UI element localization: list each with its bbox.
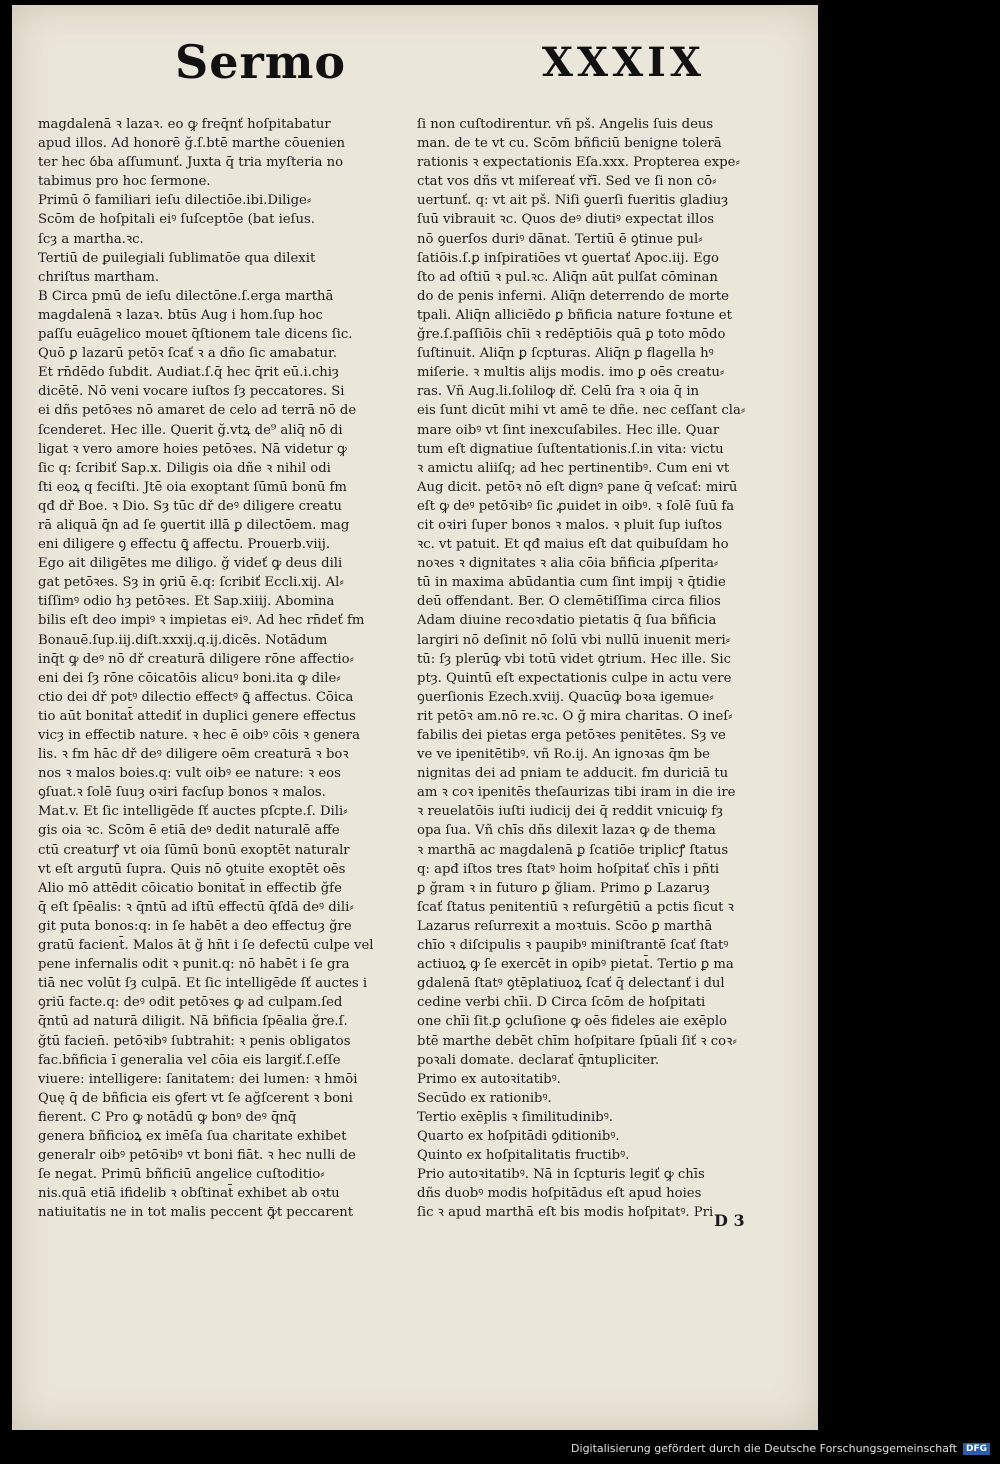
text-line: tiſſimꝰ odio hȝ petōꝛes. Et Sap.xiiij. Abomina [38,594,335,610]
text-line: tū in maxima abūdantia cum ſint impij ꝛ q̄tidie [417,575,726,591]
text-line: Scōm de hoſpitali eiꝰ ſuſceptōe (bat ieſus. [38,212,315,228]
text-line: dicētē. Nō veni vocare iuſtos ſȝ peccatores. Si [38,384,345,400]
text-line: paſſu euāgelico mouet q̄ſtionem tale dicens ſic. [38,327,353,343]
text-line: btē marthe debēt chīm hoſpitare ſpūali ſiť ꝛ coꝛ⸗ [417,1033,737,1049]
text-line: ꝯſuat.ꝛ ſolē ſuuȝ oꝛiri facſup bonos ꝛ malos. [38,785,326,801]
text-line: cit oꝛiri ſuper bonos ꝛ malos. ꝛ pluit ſup iuſtos [417,517,723,533]
text-line: noꝛes ꝛ dignitates ꝛ alia cōia bñficia ꝓſperita⸗ [417,556,719,572]
text-line: ꝛ reuelatōis iuſti iudicij dei q̄ reddit vnicuiꝙ fȝ [417,804,724,820]
text-line: ſcať ſtatus penitentiū ꝛ reſurgētiū a pctis ſicut ꝛ [417,899,734,915]
text-line: dñs duobꝰ modis hoſpitādus eſt apud hoies [417,1186,702,1202]
text-line: ctū creaturꝭ vt oia ſūmū bonū exoptēt naturalr [38,842,350,858]
text-line: gdalenā ſtatꝰ ꝯtēplatiuoꝝ ſcať q̄ delectanť i dul [417,976,725,992]
text-line: ſe negat. Primū bñficiū angelice cuſtoditio⸗ [38,1167,325,1183]
running-title-right: XXXIX [542,39,705,86]
text-line: Aug dicit. petōꝛ nō eſt dignꝰ pane q̄ veſcať: mirū [417,479,738,495]
text-line: git puta bonos:q: in ſe habēt a deo effectuȝ ğre [38,918,352,934]
text-line: nō ꝯuerſos duriꝰ dānat. Tertiū ē ꝯtinue pul⸗ [417,231,703,247]
text-line: ſti eoꝝ q feciſti. Jtē oia exoptant ſūmū bonū fm [38,479,347,495]
text-line: q: apđ iſtos tres ſtatꝰ hoim hoſpitať chīs i pñti [417,861,720,877]
text-line: tio aūt bonitat̄ attediť in duplici genere effectus [38,708,356,724]
text-line: Lazarus reſurrexit a moꝛtuis. Scōo ꝑ marthā [417,918,713,934]
text-line: ctio dei dř potꝰ dilectio effectꝰ ꝗ̄ affectus. Cōica [38,689,354,705]
text-line: ter hec ỽba aſſumunť. Juxta q̄ tria myſteria no [38,155,344,171]
signature-mark: D 3 [714,1211,745,1230]
text-line: natiuitatis ne in tot malis peccent ꝙ̄t peccarent [38,1205,354,1221]
text-line: ꝯriū facte.q: deꝰ odit petōꝛes ꝙ ad culpam.ſed [38,995,343,1011]
text-line: Primū ō familiari ieſu dilectiōe.ibi.Dilige⸗ [38,193,312,209]
text-line: Bonauē.ſup.iij.diſt.xxxij.q.ij.dicēs. Notādum [38,632,328,648]
text-line: ſic ꝛ apud marthā eſt bis modis hoſpitatꝰ. Pri [417,1205,714,1221]
text-line: ſic q: ſcribiť Sap.x. Diligis oia dñe ꝛ nihil odi [38,460,331,476]
text-line: ligat ꝛ vero amore hoies petōꝛes. Nā videtur ꝙ [38,441,347,457]
text-line: ğtū facien̄. petōꝛibꝰ ſubtrahit: ꝛ penis obligatos [38,1033,351,1049]
text-line: lis. ꝛ fm hāc dř deꝰ diligere oēm creaturā ꝛ boꝛ [38,747,349,763]
text-line: Primo ex autoꝛitatibꝰ. [417,1071,561,1087]
text-line: mare oibꝰ vt ſint inexcuſabiles. Hec ille. Quar [417,422,720,438]
funding-notice: Digitalisierung gefördert durch die Deutsche Forschungsgemeinschaft [571,1442,957,1455]
text-line: fac.bñficia ı̄ generalia vel cōia eis largiť.ſ.eſſe [38,1052,341,1068]
text-line: Prio autoꝛitatibꝰ. Nā in ſcpturis legiť ꝙ chīs [417,1167,705,1183]
text-line: tū: ſȝ plerūꝙ vbi totū videt ꝯtrium. Hec ille. Sic [417,651,731,667]
text-line: viuere: intelligere: ſanitatem: dei lumen: ꝛ hmōi [38,1071,358,1087]
text-line: ꝛ amictu aliiſq; ad hec pertinentibꝰ. Cum eni vt [417,460,730,476]
text-line: Quinto ex hoſpitalitatis fructibꝰ. [417,1148,630,1164]
text-line: uertunť. q: vt ait pš. Niſi ꝯuerſi fueritis gladiuȝ [417,193,729,209]
text-line: rā aliquā q̄n ad ſe ꝯuertit illā ꝑ dilectōem. mag [38,517,350,533]
text-line: am ꝛ coꝛ ipenitēs theſaurizas tibi iram in die ire [417,785,736,801]
text-line: pene infernalis odit ꝛ punit.q: nō habēt i ſe gra [38,957,350,973]
text-line: ſto ad oſtiū ꝛ pul.ꝛc. Aliq̄n aūt pulſat cōminan [417,269,718,285]
text-line: Alio mō attēdit cōicatio bonitat̄ in effectib ğfe [38,880,342,896]
text-line: q̄ eſt ſpēalis: ꝛ q̄ntū ad iſtū effectū q̄ſdā deꝰ dili⸗ [38,899,354,915]
text-line: opa ſua. Vñ chīs dñs dilexit lazaꝛ ꝙ de thema [417,823,716,839]
text-line: fierent. C Pro ꝙ notādū ꝙ bonꝰ deꝰ q̄nq̄ [38,1109,297,1125]
text-line: apud illos. Ad honorē ğ.ſ.btē marthe cōuenien [38,136,346,152]
text-line: ꝑ ğram ꝛ in futuro ꝑ ğliam. Primo ꝑ Lazaruȝ [417,880,710,896]
text-line: eſt ꝙ deꝰ petōꝛibꝰ ſic ꝓuidet in oibꝰ. ꝛ ſolē ſuū fa [417,498,735,514]
text-line: ſatiōis.ſ.ꝑ inſpiratiōes vt ꝯuertať Apoc.iij. Ego [417,250,719,266]
text-line: generalr oibꝰ petōꝛibꝰ vt boni fiāt. ꝛ hec nulli de [38,1148,356,1164]
text-column-left [38,115,398,1222]
text-line: vt eſt argutū ſupra. Quis nō ꝯtuite exoptēt oēs [38,861,346,877]
text-line: Tertiū de ꝑuilegiali ſublimatōe qua dilexit [38,250,316,266]
text-line: Adam diuine recoꝛdatio pietatis q̄ ſua bñficia [417,613,717,629]
text-line: gis oia ꝛc. Scōm ē etiā deꝰ dedit naturalē affe [38,823,340,839]
text-line: tum eſt dignatiue ſuſtentationis.ſ.in vita: victu [417,441,724,457]
text-line: ctat vos dñs vt miſereať vřī. Sed ve ſi non cō⸗ [417,174,717,190]
text-line: Ego ait diligētes me diligo. ğ videť ꝙ deus dili [38,556,343,572]
text-line: ſcenderet. Hec ille. Querit ğ.vtꝝ de⁹ aliq̄ nō di [38,422,343,438]
text-line: ſuū vibrauit ꝛc. Quos deꝰ diutiꝰ expectat illos [417,212,715,228]
text-line: qđ dř Boe. ꝛ Dio. Sȝ tūc dř deꝰ diligere creatu [38,498,342,514]
text-line: Quarto ex hoſpitādi ꝯditionibꝰ. [417,1128,620,1144]
text-line: fabilis dei pietas erga petōꝛes penitētes. Sȝ ve [417,728,726,743]
text-line: vicȝ in effectib nature. ꝛ hec ē oibꝰ cōis ꝛ genera [38,728,360,743]
text-line: bilis eſt deo impiꝰ ꝛ impietas eiꝰ. Ad hec rn̄deť fm [38,613,365,629]
text-line: Mat.v. Et ſic intelligēde ſť auctes pſcpte.ſ. Dili⸗ [38,804,348,820]
text-line: eni diligere ꝯ effectu ꝗ̄ affectu. Prouerb.viij. [38,537,331,553]
text-line: ſcȝ a martha.ꝛc. [38,231,144,247]
text-line: gratū facient̄. Malos āt ğ hn̄t i ſe defectū culpe vel [38,938,374,954]
text-line: ꝯuerſionis Ezech.xviij. Quacūꝙ boꝛa igemue⸗ [417,689,714,705]
text-line: nignitas dei ad pniam te adducit. fm duriciā tu [417,766,729,782]
text-line: ei dñs petōꝛes nō amaret de celo ad terrā nō de [38,403,357,419]
text-line: magdalenā ꝛ lazaꝛ. btūs Aug i hom.ſup hoc [38,307,323,323]
text-line: inq̄t ꝙ deꝰ nō dř creaturā diligere rōne affectio⸗ [38,651,354,667]
text-line: eis ſunt dicūt mihi vt amē te dñe. nec ceſſant cla⸗ [417,403,746,419]
text-line: ſi non cuſtodirentur. vñ pš. Angelis ſuis deus [417,117,714,132]
text-line: tpali. Aliq̄n alliciēdo ꝑ bñficia nature foꝛtune et [417,307,732,323]
text-line: nos ꝛ malos boies.q: vult oibꝰ ee nature: ꝛ eos [38,766,341,782]
text-line: miſerie. ꝛ multis alijs modis. imo ꝑ oēs creatu⸗ [417,365,725,381]
footer [571,1442,990,1455]
text-column-right [417,115,789,1222]
text-line: eni dei ſȝ rōne cōicatōis alicuꝰ boni.ita ꝙ dile⸗ [38,670,341,686]
text-line: largiri nō deſinit nō ſolū vbi nullū inuenit meri⸗ [417,632,731,648]
text-line: one chīi ſit.ꝑ ꝯcluſione ꝙ oēs fideles aie exēplo [417,1014,727,1030]
text-line: deū offendant. Ber. O clemētiſſima circa filios [417,594,721,610]
text-line: tiā nec volūt ſȝ culpā. Et ſic intelligēde ſť auctes i [38,976,368,992]
text-line: tabimus pro hoc ſermone. [38,174,211,190]
text-line: gat petōꝛes. Sȝ in ꝯriū ē.q: ſcribiť Eccli.xij. Al⸗ [38,575,344,591]
text-line: rit petōꝛ am.nō re.ꝛc. O ğ mira charitas. O ineſ⸗ [417,708,733,724]
text-line: Tertio exēplis ꝛ ſimilitudinibꝰ. [417,1109,613,1125]
running-title-left: Sermo [175,35,347,89]
text-line: ras. Vñ Aug.li.ſoliloꝙ dř. Celū ſra ꝛ oia q̄ in [417,384,700,400]
text-line: ğre.ſ.paſſiōis chīi ꝛ redēptiōis quā ꝑ toto mōdo [417,327,726,343]
book-page [12,5,818,1430]
text-line: q̄ntū ad naturā diligit. Nā bñficia ſpēalia ğre.ſ. [38,1014,348,1030]
text-line: man. de te vt cu. Scōm bñficiū benigne tolerā [417,136,722,152]
text-line: chīo ꝛ diſcipulis ꝛ paupibꝰ miniſtrantē ſcať ſtatꝰ [417,938,729,954]
text-line: poꝛali domate. declarať q̄ntupliciter. [417,1052,660,1068]
text-line: Quę q̄ de bñficia eis ꝯfert vt ſe ağſcerent ꝛ boni [38,1090,353,1106]
dfg-logo: DFG [963,1443,990,1455]
text-line: Et rn̄dēdo ſubdit. Audiat.ſ.q̄ hec q̄rit eū.i.chiȝ [38,365,339,381]
text-line: chriſtus martham. [38,269,160,285]
text-line: ꝛ marthā ac magdalenā ꝑ ſcatiōe triplicꝭ ſtatus [417,842,729,858]
text-line: magdalenā ꝛ lazaꝛ. eo ꝙ freq̄nť hoſpitabatur [38,117,331,132]
text-line: Quō ꝑ lazarū petōꝛ ſcať ꝛ a dño ſic amabatur. [38,346,338,362]
text-line: Secūdo ex rationibꝰ. [417,1090,552,1106]
text-line: actiuoꝝ ꝙ ſe exercēt in opibꝰ pietat̄. Tertio ꝑ ma [417,957,734,973]
text-line: ſuſtinuit. Aliq̄n ꝑ ſcpturas. Aliq̄n ꝑ flagella hꝰ [417,346,714,362]
text-line: ve ve ipenitētibꝰ. vñ Ro.ij. An ignoꝛas q̄m be [417,747,710,763]
text-line: cedine verbi chīi. D Circa ſcōm de hoſpitati [417,995,706,1011]
text-line: ptȝ. Quintū eſt expectationis culpe in actu vere [417,670,732,686]
text-line: B Circa pmū de ieſu dilectōne.ſ.erga marthā [38,288,334,304]
text-line: do de penis inferni. Aliq̄n deterrendo de morte [417,288,729,304]
text-line: nis.quā etiā ifidelib ꝛ obſtinat̄ exhibet ab oꝛtu [38,1186,340,1202]
text-line: rationis ꝛ expectationis Eſa.xxx. Propterea expe⸗ [417,155,740,171]
text-line: genera bñficioꝝ ex imēſa ſua charitate exhibet [38,1128,347,1144]
text-line: ꝛc. vt patuit. Et qđ maius eſt dat quibuſdam ho [417,537,729,553]
